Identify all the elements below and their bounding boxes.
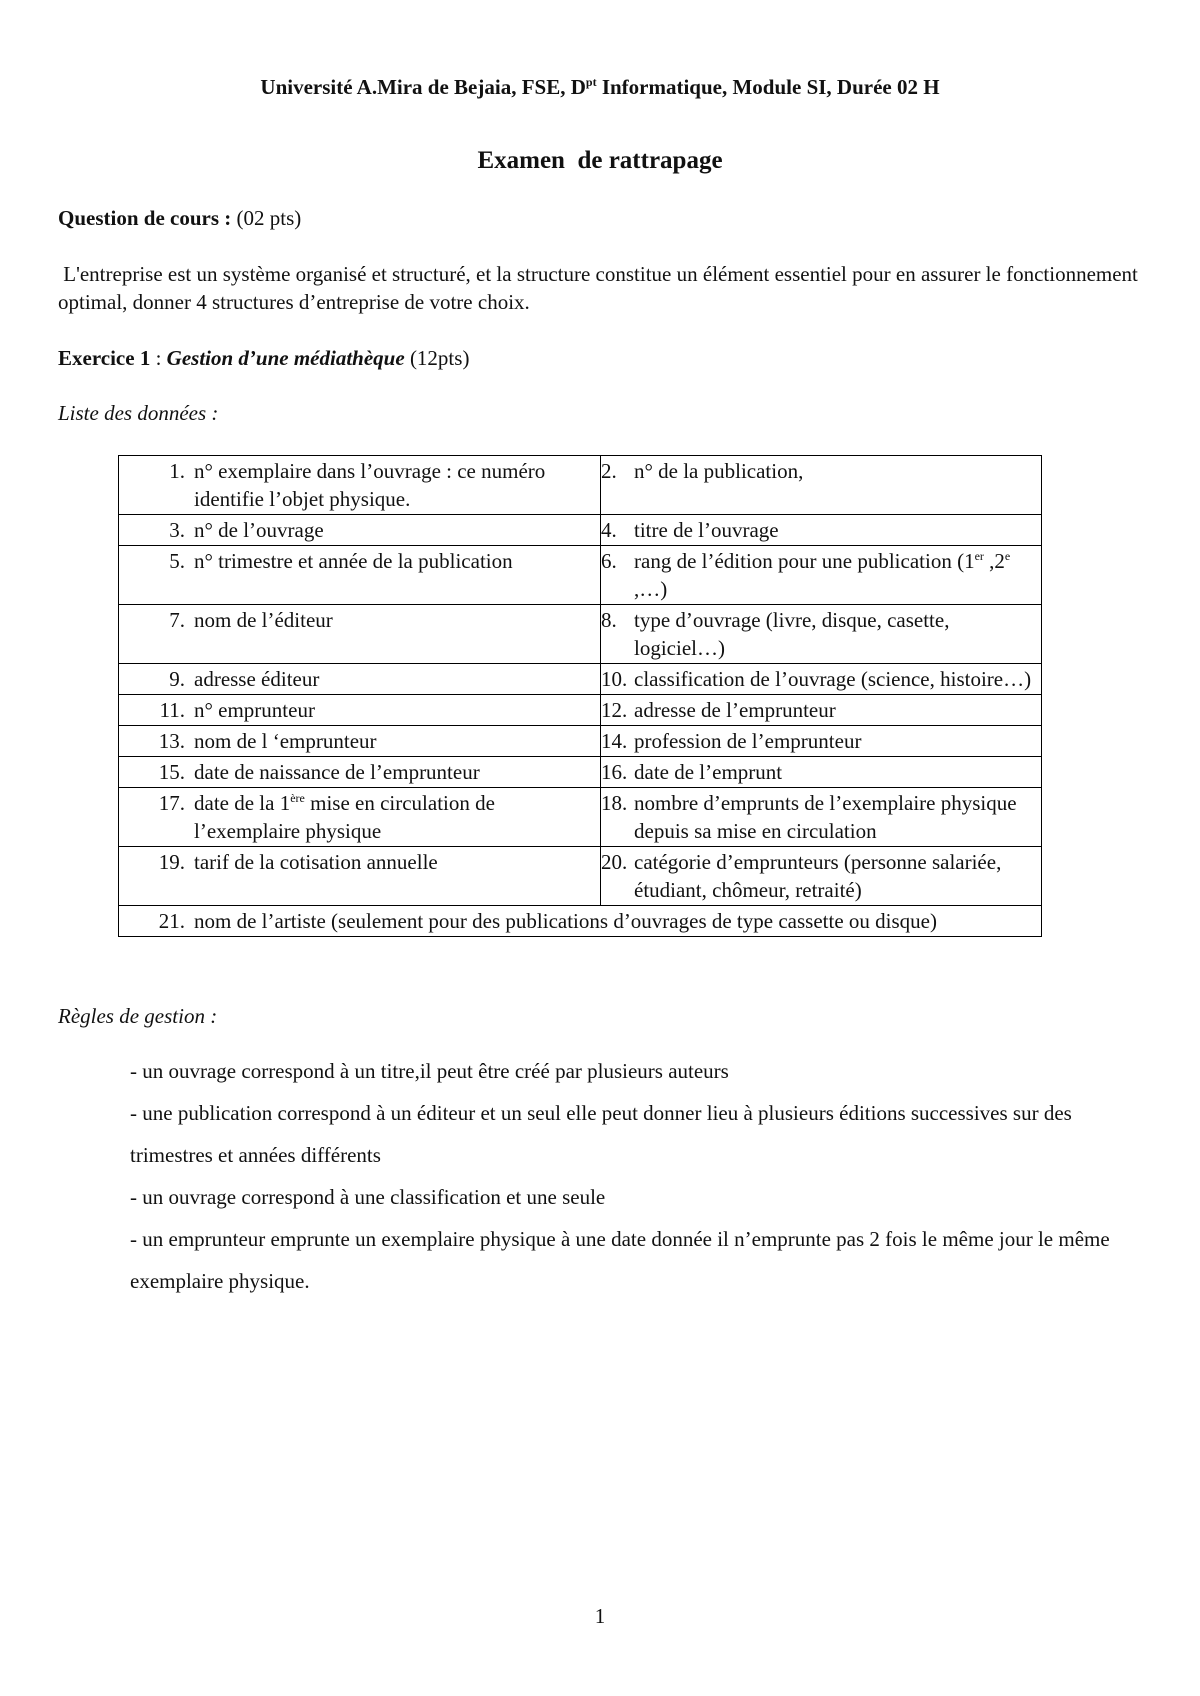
item-sup: er	[974, 549, 984, 563]
table-cell	[119, 515, 601, 546]
question-heading	[58, 205, 301, 232]
table-row	[119, 847, 1042, 906]
item-number: 21.	[158, 909, 185, 933]
item-text	[634, 547, 1037, 603]
table-cell	[601, 726, 1042, 757]
table-cell	[601, 605, 1042, 664]
table-cell	[119, 788, 601, 847]
exercise-heading	[58, 345, 469, 372]
item-text: n° exemplaire dans l’ouvrage : ce numéro identifie l’objet physique.	[194, 459, 546, 511]
question-points: (02 pts)	[231, 206, 302, 230]
item-text: nombre d’emprunts de l’exemplaire physique depuis sa mise en circulation	[634, 791, 1017, 843]
item-number: 17.	[158, 791, 185, 815]
item-number: 18.	[601, 791, 628, 815]
item-text-part: ,2	[983, 549, 1005, 573]
rules-list	[130, 1050, 1150, 1302]
table-cell	[119, 726, 601, 757]
item-number: 1.	[169, 459, 185, 483]
item-number: 11.	[159, 698, 185, 722]
header-text-a: Université A.Mira de Bejaia, FSE, D	[260, 75, 586, 99]
item-number: 4.	[601, 518, 617, 542]
item-text: n° emprunteur	[194, 698, 315, 722]
rules-heading: Règles de gestion :	[58, 1004, 218, 1028]
item-text: nom de l ‘emprunteur	[194, 729, 377, 753]
table-row	[119, 726, 1042, 757]
table-row	[119, 515, 1042, 546]
item-text: n° trimestre et année de la publication	[194, 549, 513, 573]
item-number: 16.	[601, 760, 628, 784]
item-text: profession de l’emprunteur	[634, 729, 862, 753]
exercise-points: (12pts)	[404, 346, 470, 370]
header-sup: pt	[585, 75, 597, 89]
table-cell	[119, 757, 601, 788]
data-table	[118, 455, 1042, 937]
item-text: adresse de l’emprunteur	[634, 698, 836, 722]
rule-item: - un emprunteur emprunte un exemplaire physique à une date donnée il n’emprunte pas 2 fois le même jour le même exemplaire physique.	[130, 1227, 1110, 1293]
table-cell	[601, 456, 1042, 515]
table-cell	[119, 456, 601, 515]
table-cell	[119, 664, 601, 695]
table-cell	[601, 788, 1042, 847]
table-row	[119, 757, 1042, 788]
table-row	[119, 546, 1042, 605]
table-cell	[601, 664, 1042, 695]
table-row	[119, 788, 1042, 847]
item-text	[194, 789, 596, 845]
item-number: 20.	[601, 850, 628, 874]
item-number: 10.	[601, 667, 628, 691]
table-cell	[119, 847, 601, 906]
table-cell	[119, 605, 601, 664]
header-text-b: Informatique, Module SI, Durée 02 H	[596, 75, 940, 99]
item-text: n° de la publication,	[634, 459, 804, 483]
item-number: 14.	[601, 729, 628, 753]
table-row	[119, 664, 1042, 695]
item-sup: e	[1004, 549, 1011, 563]
exercise-label: Exercice 1	[58, 346, 151, 370]
table-cell	[601, 546, 1042, 605]
item-text: tarif de la cotisation annuelle	[194, 850, 438, 874]
item-number: 15.	[158, 760, 185, 784]
item-text: adresse éditeur	[194, 667, 320, 691]
table-cell	[601, 515, 1042, 546]
item-text: date de naissance de l’emprunteur	[194, 760, 480, 784]
page-number: 1	[594, 1604, 606, 1628]
item-sup: ère	[290, 791, 305, 805]
item-text-part: ,…)	[634, 577, 668, 601]
question-text: L'entreprise est un système organisé et structuré, et la structure constitue un élément essentiel pour en assurer le fonctionnement optimal, donner 4 structures d’entreprise de votre choix.	[58, 262, 1144, 314]
item-text: date de l’emprunt	[634, 760, 783, 784]
item-number: 13.	[158, 729, 185, 753]
item-number: 12.	[601, 698, 628, 722]
item-number: 7.	[169, 608, 185, 632]
item-number: 5.	[169, 549, 185, 573]
table-cell	[119, 906, 1042, 937]
item-number: 19.	[158, 850, 185, 874]
item-text: nom de l’éditeur	[194, 608, 333, 632]
item-text-part: mise en circulation de l’exemplaire physique	[194, 791, 495, 843]
item-text-part: rang de l’édition pour une publication (1	[634, 549, 975, 573]
item-number: 3.	[169, 518, 185, 542]
item-number: 9.	[169, 667, 185, 691]
item-number: 8.	[601, 608, 617, 632]
data-list-heading: Liste des données :	[58, 401, 219, 425]
document-header	[0, 74, 1200, 101]
item-text: n° de l’ouvrage	[194, 518, 324, 542]
item-text: classification de l’ouvrage (science, histoire…)	[634, 667, 1032, 691]
table-row	[119, 906, 1042, 937]
item-text-part: date de la 1	[194, 791, 291, 815]
rule-item: - une publication correspond à un éditeur et un seul elle peut donner lieu à plusieurs éditions successives sur des trimestres et années différents	[130, 1101, 1072, 1167]
item-text: type d’ouvrage (livre, disque, casette, logiciel…)	[634, 608, 950, 660]
exam-title: Examen de rattrapage	[477, 147, 723, 174]
table-cell	[601, 695, 1042, 726]
item-text: titre de l’ouvrage	[634, 518, 779, 542]
rule-item: - un ouvrage correspond à un titre,il peut être créé par plusieurs auteurs	[130, 1059, 729, 1083]
table-cell	[119, 695, 601, 726]
exercise-title: Gestion d’une médiathèque	[166, 346, 405, 370]
item-text: nom de l’artiste (seulement pour des publications d’ouvrages de type cassette ou disque)	[194, 909, 937, 933]
table-row	[119, 456, 1042, 515]
question-label: Question de cours :	[58, 206, 232, 230]
table-row	[119, 605, 1042, 664]
item-text: catégorie d’emprunteurs (personne salariée, étudiant, chômeur, retraité)	[634, 850, 1002, 902]
table-row	[119, 695, 1042, 726]
rule-item: - un ouvrage correspond à une classification et une seule	[130, 1185, 606, 1209]
table-cell	[119, 546, 601, 605]
item-number: 6.	[601, 549, 617, 573]
table-cell	[601, 847, 1042, 906]
table-cell	[601, 757, 1042, 788]
exercise-sep: :	[150, 346, 167, 370]
item-number: 2.	[601, 459, 617, 483]
